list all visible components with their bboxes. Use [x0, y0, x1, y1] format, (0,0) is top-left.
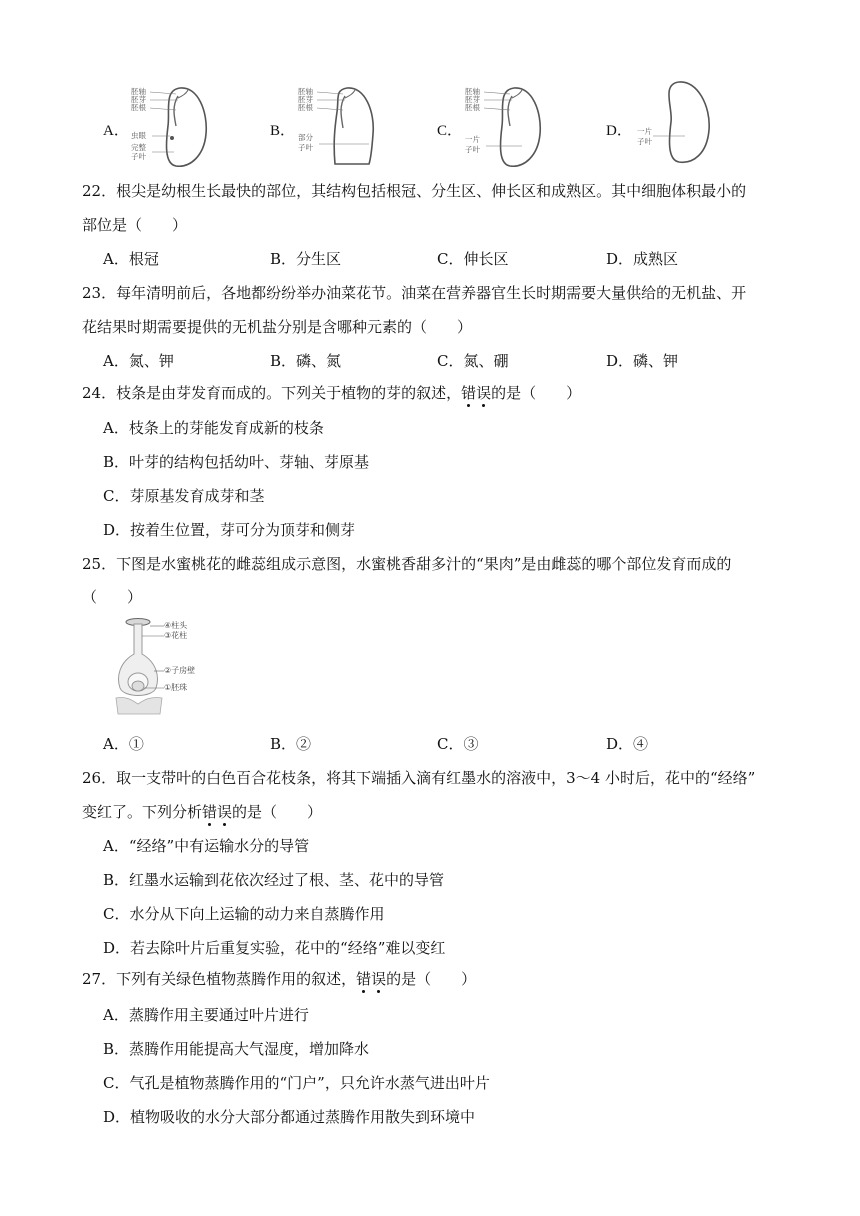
option-d[interactable]: D．植物吸收的水分大部分都通过蒸腾作用散失到环境中 [103, 1108, 476, 1126]
option-a[interactable]: A．蒸腾作用主要通过叶片进行 [103, 1006, 309, 1024]
option-c[interactable]: C．芽原基发育成芽和茎 [103, 487, 265, 505]
option-c[interactable]: C．伸长区 [437, 250, 509, 268]
option-d[interactable]: D．若去除叶片后重复实验，花中的“经络”难以变红 [103, 939, 446, 957]
emphasis-char: 错 [202, 803, 218, 821]
label-ovule: ①胚珠 [164, 683, 188, 692]
seed-diagram-d [631, 76, 715, 168]
label-radicle: 胚根 [131, 103, 146, 112]
question-text: 23．每年清明前后，各地都纷纷举办油菜花节。油菜在营养器官生长时期需要大量供给的无机盐、开 [82, 284, 747, 302]
option-d[interactable]: D．④ [606, 735, 649, 753]
question-text: 24．枝条是由芽发育而成的。下列关于植物的芽的叙述，错误的是（ ） [82, 384, 582, 402]
seed-diagram-a [128, 82, 210, 170]
question-text: 26．取一支带叶的白色百合花枝条，将其下端插入滴有红墨水的溶液中，3～4 小时后，花中的“经络” [82, 769, 756, 787]
seed-diagram-c [462, 82, 544, 170]
option-c[interactable]: C．气孔是植物蒸腾作用的“门户”，只允许水蒸气进出叶片 [103, 1074, 490, 1092]
label-plumule: 胚芽 [131, 95, 146, 104]
option-a[interactable]: A．“经络”中有运输水分的导管 [103, 837, 310, 855]
label-cotyledon: 子叶 [637, 137, 652, 146]
option-c[interactable]: C．水分从下向上运输的动力来自蒸腾作用 [103, 905, 385, 923]
emphasis-char: 误 [371, 970, 387, 988]
label-radicle: 胚根 [465, 103, 480, 112]
label-cotyledon: 子叶 [298, 143, 313, 152]
option-a[interactable]: A．氮、钾 [103, 352, 174, 370]
option-letter: C． [437, 123, 463, 139]
seed-diagram-b [295, 82, 377, 170]
option-b[interactable]: B．蒸腾作用能提高大气湿度，增加降水 [103, 1040, 370, 1058]
emphasis-char: 误 [217, 803, 233, 821]
label-ovary-wall: ②子房壁 [164, 666, 196, 675]
label-partial: 部分 [298, 133, 313, 142]
question-text: 部位是（ ） [82, 216, 188, 234]
question-text: 22．根尖是幼根生长最快的部位，其结构包括根冠、分生区、伸长区和成熟区。其中细胞体积最小的 [82, 182, 747, 200]
option-d[interactable]: D．磷、钾 [606, 352, 679, 370]
emphasis-char: 误 [476, 384, 492, 402]
label-stigma: ④柱头 [164, 621, 188, 630]
option-b[interactable]: B．叶芽的结构包括幼叶、芽轴、芽原基 [103, 453, 370, 471]
label-style: ③花柱 [164, 631, 188, 640]
question-text: 变红了。下列分析错误的是（ ） [82, 803, 323, 821]
option-a[interactable]: A．① [103, 735, 144, 753]
option-letter: D． [606, 123, 632, 139]
option-b[interactable]: B．磷、氮 [270, 352, 342, 370]
option-letter: B． [270, 123, 296, 139]
label-wormhole: 虫眼 [131, 131, 146, 140]
option-c[interactable]: C．③ [437, 735, 479, 753]
label-embryo-axis: 胚轴 [298, 87, 313, 96]
option-a[interactable]: A．枝条上的芽能发育成新的枝条 [103, 419, 324, 437]
label-complete: 完整 [131, 143, 146, 152]
question-text: 25．下图是水蜜桃花的雌蕊组成示意图，水蜜桃香甜多汁的“果肉”是由雌蕊的哪个部位发育而成的 [82, 555, 732, 573]
question-text: 27．下列有关绿色植物蒸腾作用的叙述，错误的是（ ） [82, 970, 477, 988]
label-plumule: 胚芽 [465, 95, 480, 104]
option-letter: A． [103, 123, 129, 139]
option-d[interactable]: D．成熟区 [606, 250, 679, 268]
pistil-diagram [112, 616, 222, 716]
question-text: 花结果时期需要提供的无机盐分别是含哪种元素的（ ） [82, 318, 473, 336]
label-embryo-axis: 胚轴 [465, 87, 480, 96]
label-cotyledon: 子叶 [465, 145, 480, 154]
option-b[interactable]: B．② [270, 735, 312, 753]
emphasis-char: 错 [461, 384, 477, 402]
label-cotyledon: 子叶 [131, 152, 146, 161]
option-d[interactable]: D．按着生位置，芽可分为顶芽和侧芽 [103, 521, 356, 539]
option-a[interactable]: A．根冠 [103, 250, 159, 268]
option-b[interactable]: B．红墨水运输到花依次经过了根、茎、花中的导管 [103, 871, 445, 889]
label-embryo-axis: 胚轴 [131, 87, 146, 96]
option-c[interactable]: C．氮、硼 [437, 352, 509, 370]
label-one-piece: 一片 [465, 135, 480, 144]
label-radicle: 胚根 [298, 103, 313, 112]
label-one-piece: 一片 [637, 127, 652, 136]
label-plumule: 胚芽 [298, 95, 313, 104]
option-b[interactable]: B．分生区 [270, 250, 342, 268]
emphasis-char: 错 [356, 970, 372, 988]
question-text: （ ） [82, 588, 143, 606]
